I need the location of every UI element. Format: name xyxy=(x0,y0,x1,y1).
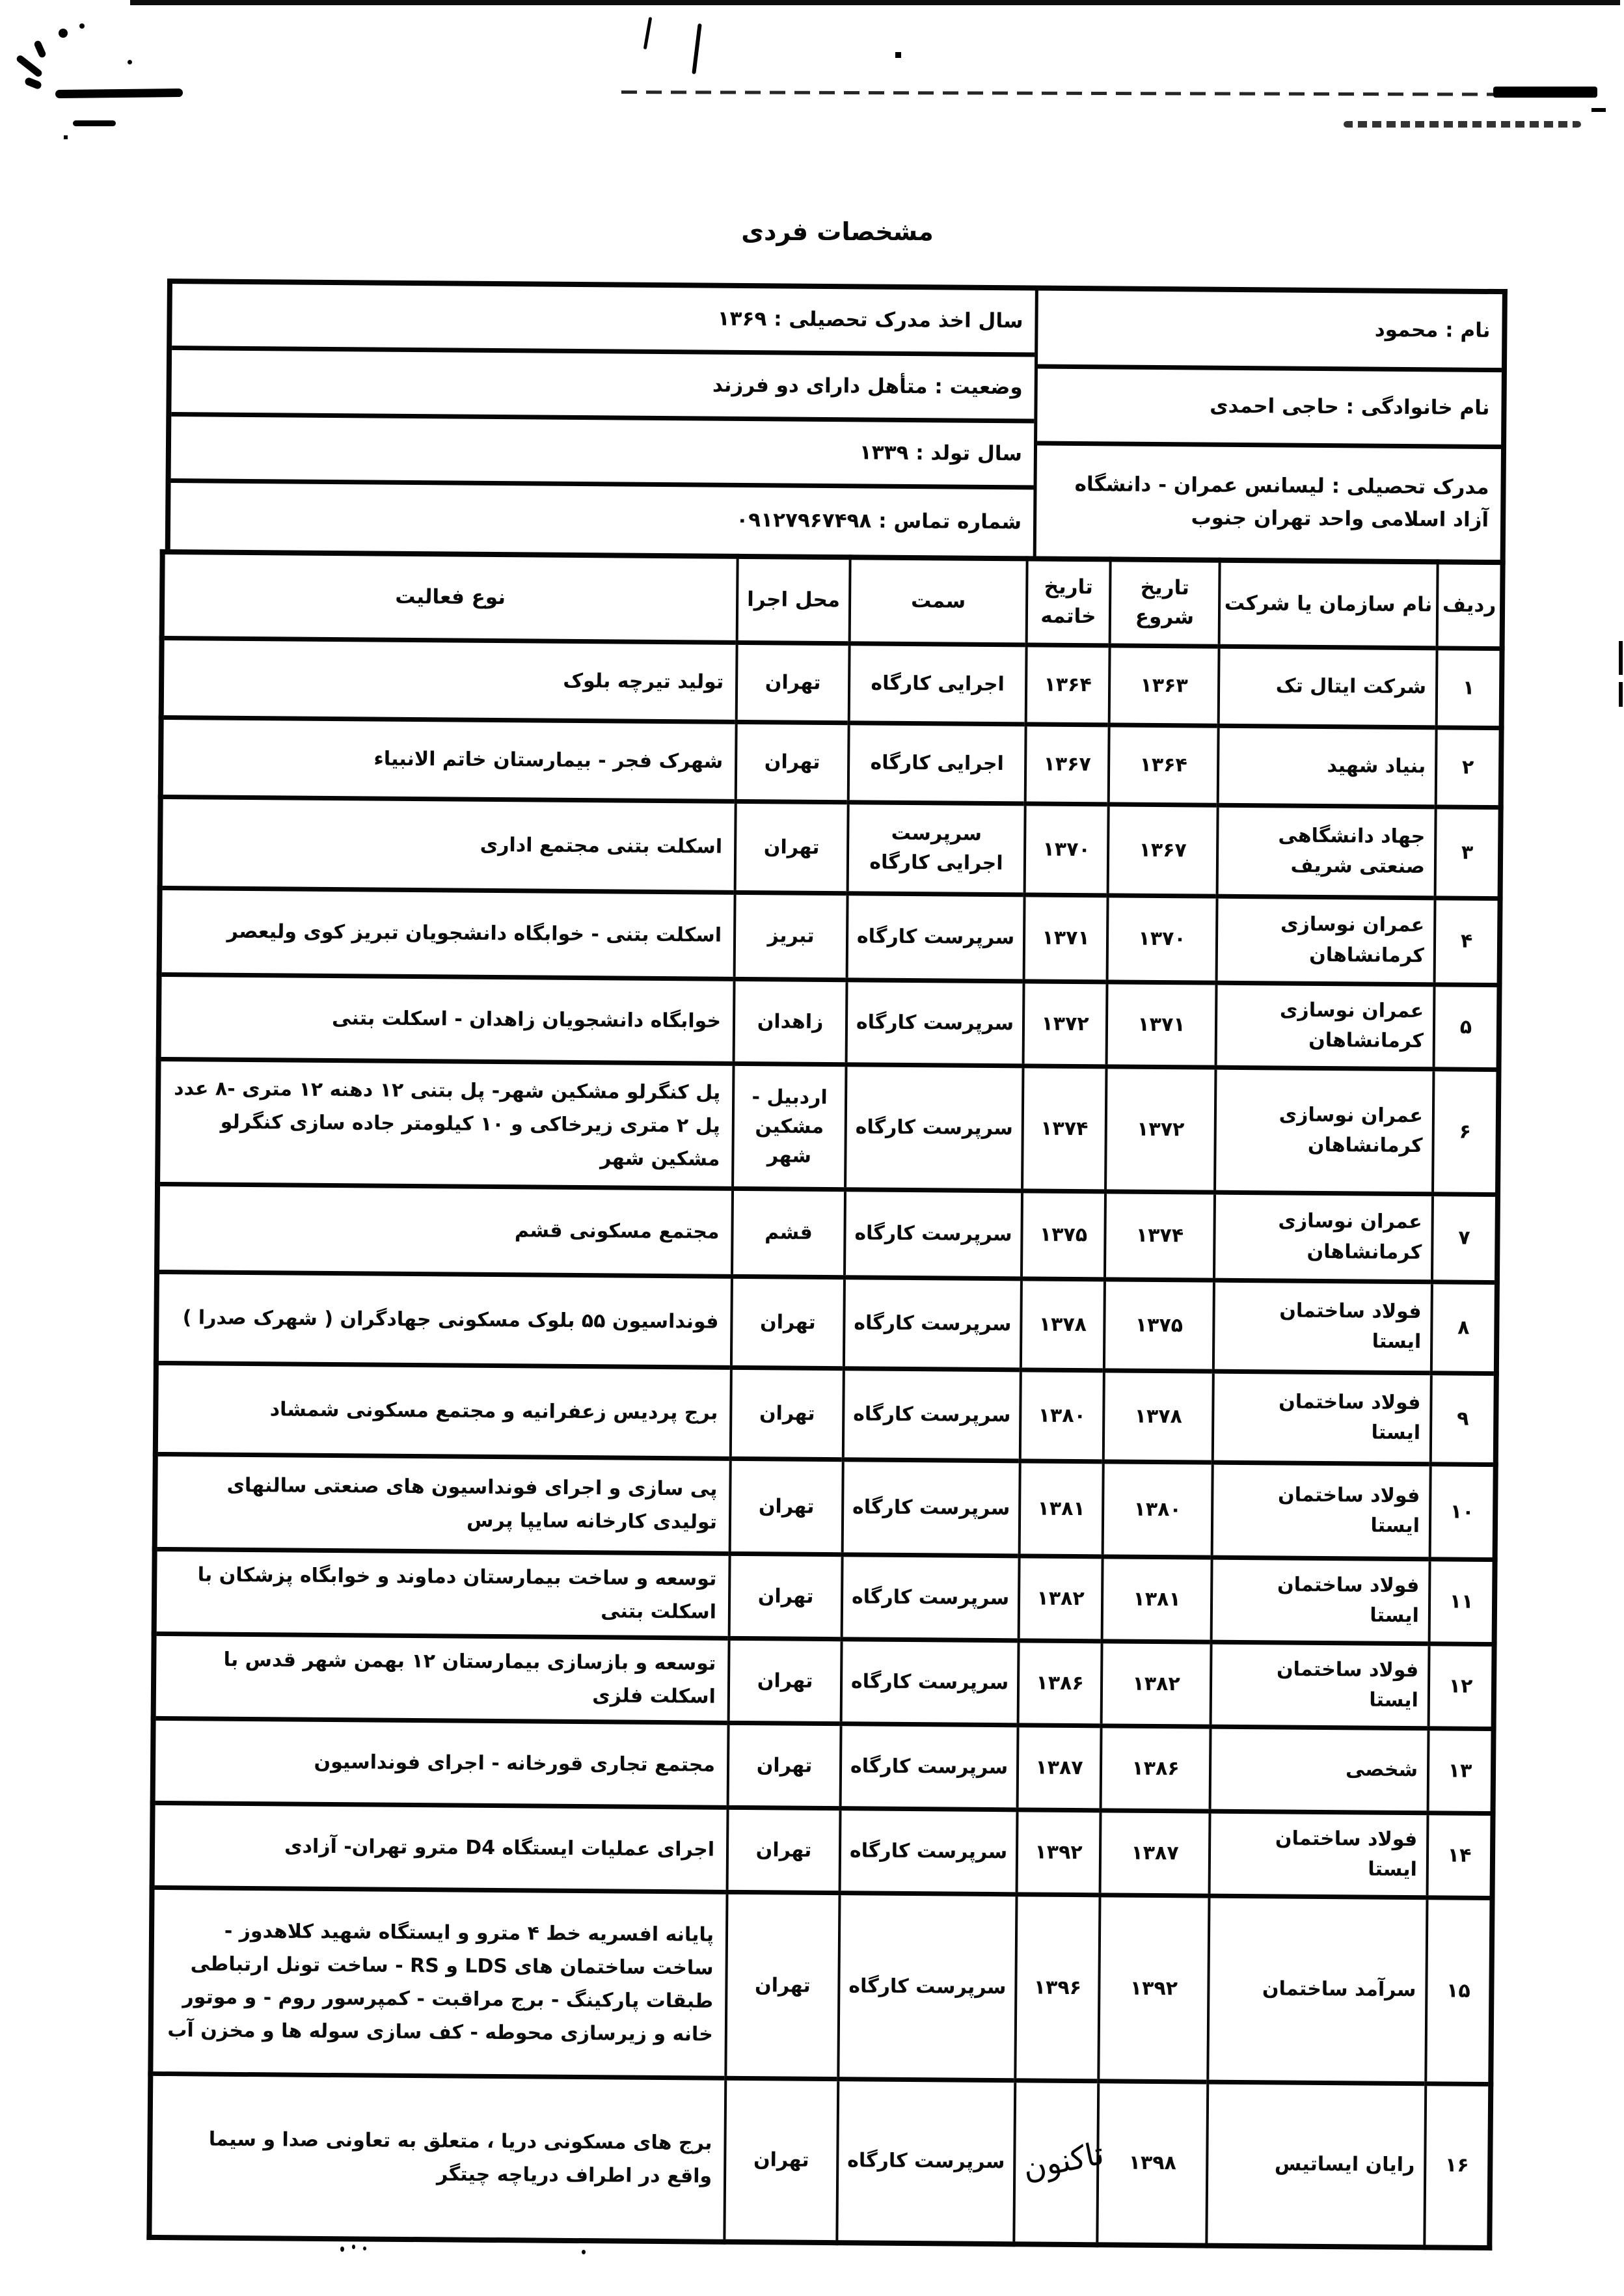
cell-end-date: ۱۳۸۷ xyxy=(1018,1725,1102,1810)
col-header-position: سمت xyxy=(850,557,1027,644)
cell-end-date: ۱۳۶۴ xyxy=(1026,644,1110,724)
scan-artifact-handwriting-mark xyxy=(24,77,43,90)
cell-end-date: ۱۳۷۵ xyxy=(1022,1190,1105,1279)
table-row xyxy=(156,1272,1497,1373)
personal-info-field: سال اخذ مدرک تحصیلی : ۱۳۶۹ xyxy=(172,284,1035,357)
cell-position: سرپرست کارگاه xyxy=(845,1064,1023,1190)
scan-artifact-dot xyxy=(64,135,68,139)
cell-start-date: ۱۳۸۷ xyxy=(1100,1810,1210,1895)
cell-organization: عمران نوسازی کرمانشاهان xyxy=(1215,1067,1433,1194)
col-header-end-date: تاریخ خاتمه xyxy=(1027,558,1111,645)
personal-info-field: سال تولد : ۱۳۳۹ xyxy=(171,417,1035,489)
cell-location: تهران xyxy=(735,801,848,893)
cell-organization: عمران نوسازی کرمانشاهان xyxy=(1217,896,1435,985)
personal-info-box xyxy=(165,279,1508,560)
scan-artifact-dot xyxy=(582,2250,586,2254)
table-row xyxy=(156,1363,1496,1464)
cell-location: تهران xyxy=(727,1807,841,1893)
cell-organization: فولاد ساختمان ایستا xyxy=(1213,1371,1431,1464)
table-row xyxy=(154,1633,1495,1729)
cell-location: قشم xyxy=(732,1188,845,1277)
cell-position: سرپرست کارگاه xyxy=(841,1639,1019,1725)
cell-row-number: ۷ xyxy=(1432,1194,1498,1282)
cell-organization: عمران نوسازی کرمانشاهان xyxy=(1214,1192,1433,1282)
cell-row-number: ۶ xyxy=(1433,1069,1499,1194)
cell-end-date: ۱۳۷۱ xyxy=(1024,894,1108,981)
cell-end-date: ۱۳۷۴ xyxy=(1022,1065,1107,1191)
document-title: مشخصات فردی xyxy=(741,217,934,246)
scan-artifact-streak xyxy=(1344,121,1581,128)
cell-row-number: ۹ xyxy=(1431,1373,1496,1464)
cell-position: سرپرست کارگاه xyxy=(846,979,1024,1065)
cell-start-date: ۱۳۸۱ xyxy=(1102,1556,1212,1641)
table-row xyxy=(153,1718,1494,1813)
cell-position: سرپرست کارگاه xyxy=(843,1459,1020,1555)
table-row xyxy=(159,888,1500,985)
cell-organization: فولاد ساختمان ایستا xyxy=(1213,1280,1432,1373)
cell-activity: برج پردیس زعفرانیه و مجتمع مسکونی شمشاد xyxy=(156,1363,731,1458)
cell-organization: شخصی xyxy=(1210,1727,1429,1813)
cell-position: سرپرست کارگاه xyxy=(845,1189,1022,1278)
cell-organization: فولاد ساختمان ایستا xyxy=(1210,1811,1428,1898)
cell-location: تهران xyxy=(737,642,850,722)
cell-start-date: ۱۳۷۴ xyxy=(1105,1191,1215,1279)
cell-activity: فونداسیون ۵۵ بلوک مسکونی جهادگران ( شهرک صدرا ) xyxy=(156,1272,732,1367)
cell-start-date: ۱۳۷۱ xyxy=(1107,981,1217,1067)
cell-row-number: ۵ xyxy=(1434,984,1500,1069)
cell-end-date: ۱۳۸۱ xyxy=(1020,1460,1103,1556)
cell-location: تهران xyxy=(731,1276,845,1368)
cell-position: سرپرست کارگاه xyxy=(841,1723,1018,1809)
cell-row-number: ۸ xyxy=(1431,1281,1497,1373)
col-header-location: محل اجرا xyxy=(737,556,850,643)
cell-location: اردبیل - مشکین شهر xyxy=(733,1063,846,1189)
table-row xyxy=(157,1059,1498,1194)
cell-end-date: ۱۳۸۶ xyxy=(1018,1640,1102,1725)
cell-activity: پی سازی و اجرای فونداسیون های صنعتی سالنهای تولیدی کارخانه سایپا پرس xyxy=(155,1454,731,1553)
cell-start-date: ۱۳۷۲ xyxy=(1105,1066,1216,1192)
col-header-activity: نوع فعالیت xyxy=(162,552,738,642)
cell-organization: جهاد دانشگاهی صنعتی شریف xyxy=(1217,805,1436,898)
table-row xyxy=(161,717,1502,807)
cell-activity: خوابگاه دانشجویان زاهدان - اسکلت بتنی xyxy=(159,974,735,1063)
personal-info-field: نام : محمود xyxy=(1038,291,1502,373)
cell-row-number: ۳ xyxy=(1435,806,1501,898)
cell-start-date: ۱۳۷۰ xyxy=(1107,895,1217,982)
cell-activity: توسعه و بازسازی بیمارستان ۱۲ بهمن شهر قدس با اسکلت فلزی xyxy=(154,1633,729,1723)
scan-artifact-streak xyxy=(621,90,1591,96)
cell-start-date: ۱۳۹۸ xyxy=(1097,2081,1208,2245)
table-row xyxy=(157,1184,1498,1282)
cell-end-date: ۱۳۷۲ xyxy=(1023,981,1107,1066)
cell-position: اجرایی کارگاه xyxy=(849,643,1027,724)
scan-artifact-dot xyxy=(895,52,901,58)
scan-artifact-smudge xyxy=(55,89,183,98)
cell-start-date: ۱۳۶۷ xyxy=(1108,804,1218,895)
cell-activity: اجرای عملیات ایستگاه D4 مترو تهران- آزادی xyxy=(152,1803,728,1892)
scan-artifact-dash xyxy=(1591,108,1606,112)
cell-location: تهران xyxy=(725,1892,839,2079)
cell-organization: فولاد ساختمان ایستا xyxy=(1211,1642,1429,1729)
cell-position: سرپرست کارگاه xyxy=(838,1893,1016,2080)
resume-sheet xyxy=(152,279,1508,2250)
cell-end-date: ۱۳۷۸ xyxy=(1021,1278,1105,1370)
cell-activity: شهرک فجر - بیمارستان خاتم الانبیاء xyxy=(161,717,737,801)
cell-end-date: ۱۳۸۲ xyxy=(1019,1555,1103,1641)
cell-location: تهران xyxy=(724,2078,838,2243)
scan-artifact-dot xyxy=(352,2245,355,2249)
personal-info-field: شماره تماس : ۰۹۱۲۷۹۶۷۴۹۸ xyxy=(736,508,1022,534)
col-header-organization: نام سازمان یا شرکت xyxy=(1219,560,1438,648)
cell-row-number: ۱۴ xyxy=(1428,1812,1493,1898)
cell-location: زاهدان xyxy=(734,979,847,1064)
scan-artifact-stroke xyxy=(643,17,653,49)
cell-start-date: ۱۳۷۸ xyxy=(1103,1370,1213,1462)
cell-end-date: ۱۳۷۰ xyxy=(1025,803,1109,895)
cell-end-date: ۱۳۹۲ xyxy=(1017,1809,1101,1894)
scan-artifact-handwriting-mark xyxy=(128,60,132,64)
handwritten-note: تاکنون xyxy=(1020,2135,1107,2187)
scan-artifact-top-bar xyxy=(130,0,1620,5)
cell-activity: پل کنگرلو مشکین شهر- پل بتنی ۱۲ دهنه ۱۲ متری -۸ عدد پل ۲ متری زیرخاکی و ۱۰ کیلومتر جاده سازی کنگرلو مشکین شهر xyxy=(157,1059,733,1188)
cell-start-date: ۱۳۸۰ xyxy=(1103,1461,1213,1557)
cell-row-number: ۲ xyxy=(1436,727,1502,807)
cell-end-date: ۱۳۹۶ xyxy=(1015,1894,1100,2081)
cell-row-number: ۴ xyxy=(1435,897,1500,985)
cell-organization: شرکت ایتال تک xyxy=(1219,646,1437,728)
cell-position: سرپرست کارگاه xyxy=(837,2079,1015,2244)
scan-artifact-edge-mark xyxy=(1619,641,1623,675)
table-row xyxy=(160,797,1501,898)
cell-location: تهران xyxy=(730,1458,843,1554)
scan-artifact-edge-mark xyxy=(1619,682,1623,707)
scan-artifact-streak xyxy=(1493,87,1597,98)
table-header-row xyxy=(162,552,1503,648)
scan-artifact-handwriting-mark xyxy=(59,29,68,38)
cell-organization: عمران نوسازی کرمانشاهان xyxy=(1216,983,1435,1069)
table-row xyxy=(161,638,1502,728)
cell-row-number: ۱۵ xyxy=(1426,1897,1492,2084)
cell-location: تهران xyxy=(736,722,849,802)
cell-activity: اسکلت بتنی - خوابگاه دانشجویان تبریز کوی ولیعصر xyxy=(159,888,735,979)
cell-row-number: ۱۶ xyxy=(1424,2083,1491,2248)
cell-row-number: ۱۱ xyxy=(1429,1559,1495,1644)
scan-artifact-smudge xyxy=(73,120,116,126)
cell-location: تبریز xyxy=(735,892,848,979)
cell-position: سرپرست اجرایی کارگاه xyxy=(848,802,1025,894)
table-row xyxy=(155,1454,1496,1559)
cell-start-date: ۱۳۷۵ xyxy=(1104,1279,1214,1371)
cell-start-date: ۱۳۶۴ xyxy=(1109,724,1219,804)
cell-row-number: ۱۳ xyxy=(1428,1728,1494,1813)
scan-artifact-handwriting-mark xyxy=(15,54,43,78)
cell-activity: برج های مسکونی دریا ، متعلق به تعاونی صدا و سیما واقع در اطراف دریاچه چیتگر xyxy=(149,2073,725,2242)
scan-artifact-stroke xyxy=(692,23,701,74)
cell-position: سرپرست کارگاه xyxy=(843,1368,1021,1460)
scan-artifact-handwriting-mark xyxy=(33,40,47,59)
cell-start-date: ۱۳۸۶ xyxy=(1101,1725,1211,1811)
cell-activity: اسکلت بتنی مجتمع اداری xyxy=(160,797,736,892)
cell-position: سرپرست کارگاه xyxy=(844,1277,1022,1369)
cell-start-date: ۱۳۸۲ xyxy=(1102,1641,1211,1726)
cell-start-date: ۱۳۶۳ xyxy=(1109,645,1219,725)
cell-position: سرپرست کارگاه xyxy=(840,1808,1018,1894)
cell-organization: فولاد ساختمان ایستا xyxy=(1211,1557,1430,1644)
cell-activity: پایانه افسریه خط ۴ مترو و ایستگاه شهید کلاهدوز - ساخت ساختمان های LDS و RS - ساخت تونل ارتباطی طبقات پارکینگ - برج مراقبت - کمپرسور روم - و موتور خانه و زیرسازی محوطه - کف سازی سوله ها و مخزن آب xyxy=(150,1887,727,2078)
cell-organization: سرآمد ساختمان xyxy=(1208,1896,1427,2084)
table-row xyxy=(159,974,1500,1069)
cell-organization: بنیاد شهید xyxy=(1218,726,1437,807)
personal-info-right-column xyxy=(1033,290,1502,560)
scan-artifact-dot xyxy=(363,2247,366,2250)
cell-start-date: ۱۳۹۲ xyxy=(1098,1894,1209,2081)
cell-row-number: ۱۲ xyxy=(1429,1643,1495,1729)
cell-location: تهران xyxy=(728,1723,841,1808)
cell-location: تهران xyxy=(731,1367,844,1459)
cell-activity: تولید تیرچه بلوک xyxy=(161,638,737,722)
cell-activity: توسعه و ساخت بیمارستان دماوند و خوابگاه پزشکان با اسکلت بتنی xyxy=(154,1549,730,1638)
cell-end-date xyxy=(1014,2080,1107,2245)
personal-info-field: وضعیت : متأهل دارای دو فرزند xyxy=(171,350,1035,423)
scan-artifact-handwriting-mark xyxy=(79,23,85,29)
cell-location: تهران xyxy=(729,1638,842,1723)
cell-position: اجرایی کارگاه xyxy=(848,722,1026,803)
cell-row-number: ۱۰ xyxy=(1430,1464,1496,1559)
cell-end-date: ۱۳۸۰ xyxy=(1020,1369,1104,1461)
cell-location: تهران xyxy=(729,1553,843,1639)
cell-organization: رایان ایساتیس xyxy=(1206,2082,1426,2248)
table-row xyxy=(154,1549,1495,1644)
cell-end-date: ۱۳۶۷ xyxy=(1025,724,1109,804)
table-row xyxy=(152,1803,1493,1898)
cell-organization: فولاد ساختمان ایستا xyxy=(1212,1462,1431,1559)
col-header-start-date: تاریخ شروع xyxy=(1110,559,1220,646)
cell-activity: مجتمع تجاری قورخانه - اجرای فونداسیون xyxy=(153,1718,729,1807)
personal-info-left-column xyxy=(170,284,1035,556)
work-history-table xyxy=(146,549,1505,2250)
table-row xyxy=(149,2073,1491,2248)
personal-info-field: مدرک تحصیلی : لیسانس عمران - دانشگاه آزاد اسلامی واحد تهران جنوب xyxy=(1074,472,1489,532)
scan-artifact-dot xyxy=(340,2247,344,2252)
cell-row-number: ۱ xyxy=(1437,648,1502,728)
personal-info-field: نام خانوادگی : حاجی احمدی xyxy=(1037,369,1502,450)
cell-position: سرپرست کارگاه xyxy=(842,1554,1020,1640)
cell-activity: مجتمع مسکونی قشم xyxy=(157,1184,733,1276)
cell-position: سرپرست کارگاه xyxy=(847,893,1025,981)
table-row xyxy=(150,1887,1492,2084)
col-header-row-number: ردیف xyxy=(1437,562,1503,648)
